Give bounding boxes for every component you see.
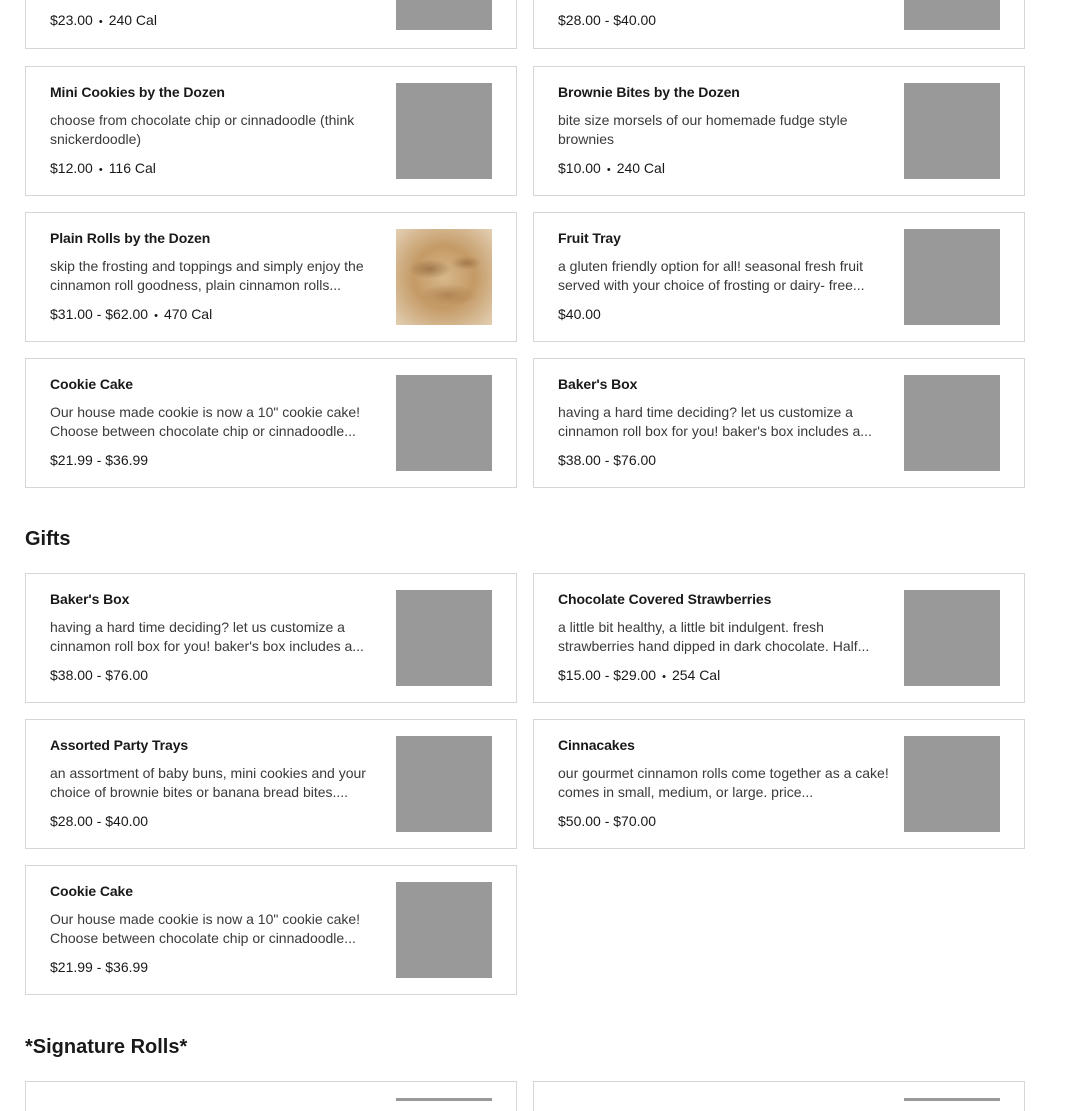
menu-item-photo bbox=[396, 229, 492, 325]
menu-item-price: $28.00 - $40.00 bbox=[558, 12, 657, 28]
menu-item-description: a gluten friendly option for all! seasonal fresh fruit served with your choice of frosting or dairy- free... bbox=[558, 258, 865, 293]
menu-item-price: $28.00 - $40.00 bbox=[50, 813, 149, 829]
menu-item-description: a little bit healthy, a little bit indulgent. fresh strawberries hand dipped in dark chocolate. Half... bbox=[558, 619, 870, 654]
menu-item-meta bbox=[558, 159, 665, 179]
menu-item-card[interactable] bbox=[25, 66, 517, 196]
menu-item-meta bbox=[50, 305, 212, 325]
menu-item-meta bbox=[50, 159, 156, 179]
bullet-separator: • bbox=[662, 671, 666, 683]
menu-item-image-placeholder bbox=[904, 736, 1000, 832]
menu-item-card[interactable] bbox=[25, 212, 517, 342]
menu-item-meta bbox=[50, 958, 148, 976]
menu-item-name: Cinnacakes bbox=[558, 737, 635, 753]
menu-item-name: Baker's Box bbox=[50, 591, 130, 607]
menu-item-meta bbox=[50, 451, 148, 469]
menu-item-card[interactable] bbox=[25, 719, 517, 849]
menu-item-name: Fruit Tray bbox=[558, 230, 621, 246]
menu-item-name: Baker's Box bbox=[558, 376, 638, 392]
menu-item-description: Our house made cookie is now a 10" cookie cake! Choose between chocolate chip or cinnadoodle... bbox=[50, 911, 361, 946]
menu-item-meta bbox=[50, 812, 148, 830]
menu-item-meta bbox=[558, 812, 656, 830]
menu-item-image-placeholder bbox=[396, 0, 492, 30]
menu-item-image-placeholder bbox=[396, 882, 492, 978]
menu-item-price: $12.00 bbox=[50, 160, 93, 176]
section-title-gifts: Gifts bbox=[25, 528, 71, 550]
menu-item-image-placeholder bbox=[396, 736, 492, 832]
menu-item-description: an assortment of baby buns, mini cookies and your choice of brownie bites or banana bread bites.... bbox=[50, 765, 366, 800]
menu-item-image-placeholder bbox=[396, 590, 492, 686]
menu-item-image-placeholder bbox=[396, 375, 492, 471]
menu-item-description: bite size morsels of our homemade fudge style brownies bbox=[558, 112, 848, 147]
menu-item-price: $23.00 bbox=[50, 12, 93, 28]
menu-item-image-placeholder bbox=[904, 375, 1000, 471]
menu-item-price: $38.00 - $76.00 bbox=[558, 452, 657, 468]
menu-item-card[interactable] bbox=[25, 0, 517, 49]
menu-item-card[interactable] bbox=[533, 66, 1025, 196]
menu-item-name: Plain Rolls by the Dozen bbox=[50, 230, 211, 246]
menu-item-card[interactable] bbox=[533, 358, 1025, 488]
menu-item-meta bbox=[558, 666, 720, 686]
menu-item-meta bbox=[558, 305, 601, 323]
bullet-separator: • bbox=[606, 164, 611, 176]
menu-item-price: $21.99 - $36.99 bbox=[50, 959, 149, 975]
menu-item-calories: 254 Cal bbox=[671, 667, 721, 683]
menu-item-description: skip the frosting and toppings and simply enjoy the cinnamon roll goodness, plain cinnamon rolls... bbox=[50, 258, 364, 293]
menu-item-image-placeholder bbox=[904, 83, 1000, 179]
menu-item-image-placeholder bbox=[904, 0, 1000, 30]
menu-item-image-placeholder bbox=[396, 83, 492, 179]
menu-item-card[interactable] bbox=[533, 212, 1025, 342]
menu-item-calories: 116 Cal bbox=[108, 160, 156, 176]
menu-item-card[interactable] bbox=[533, 573, 1025, 703]
bullet-separator: • bbox=[98, 164, 103, 176]
menu-item-card[interactable] bbox=[533, 1081, 1025, 1111]
menu-item-description: our gourmet cinnamon rolls come together as a cake! comes in small, medium, or large. price... bbox=[558, 765, 889, 800]
menu-item-card[interactable] bbox=[25, 1081, 517, 1111]
menu-item-price: $21.99 - $36.99 bbox=[50, 452, 149, 468]
menu-item-meta bbox=[558, 11, 656, 29]
bullet-separator: • bbox=[154, 310, 158, 322]
menu-item-price: $38.00 - $76.00 bbox=[50, 667, 149, 683]
bullet-separator: • bbox=[98, 16, 103, 28]
menu-item-card[interactable] bbox=[25, 865, 517, 995]
menu-item-name: Chocolate Covered Strawberries bbox=[558, 591, 772, 607]
menu-item-calories: 470 Cal bbox=[163, 306, 213, 322]
menu-item-meta bbox=[558, 451, 656, 469]
menu-item-description: having a hard time deciding? let us customize a cinnamon roll box for you! baker's box includes a... bbox=[558, 404, 872, 439]
menu-item-image-placeholder bbox=[904, 590, 1000, 686]
menu-item-name: Cookie Cake bbox=[50, 376, 133, 392]
menu-item-name: Cookie Cake bbox=[50, 883, 133, 899]
menu-item-name: Assorted Party Trays bbox=[50, 737, 189, 753]
menu-item-description: having a hard time deciding? let us customize a cinnamon roll box for you! baker's box includes a... bbox=[50, 619, 364, 654]
menu-item-price: $31.00 - $62.00 bbox=[50, 306, 149, 322]
menu-item-name: Brownie Bites by the Dozen bbox=[558, 84, 740, 100]
menu-item-price: $50.00 - $70.00 bbox=[558, 813, 657, 829]
menu-item-description: Our house made cookie is now a 10" cookie cake! Choose between chocolate chip or cinnadoodle... bbox=[50, 404, 361, 439]
menu-item-card[interactable] bbox=[25, 573, 517, 703]
menu-item-meta bbox=[50, 11, 157, 31]
menu-item-card[interactable] bbox=[25, 358, 517, 488]
menu-item-card[interactable] bbox=[533, 719, 1025, 849]
section-title-signature-rolls: *Signature Rolls* bbox=[25, 1036, 188, 1058]
menu-item-price: $40.00 bbox=[558, 306, 601, 322]
menu-item-description: choose from chocolate chip or cinnadoodle (think snickerdoodle) bbox=[50, 112, 355, 147]
menu-item-image-placeholder bbox=[904, 229, 1000, 325]
menu-item-calories: 240 Cal bbox=[108, 12, 157, 28]
menu-item-name: Mini Cookies by the Dozen bbox=[50, 84, 225, 100]
menu-item-meta bbox=[50, 666, 148, 684]
menu-item-calories: 240 Cal bbox=[616, 160, 665, 176]
menu-item-price: $10.00 bbox=[558, 160, 601, 176]
menu-item-price: $15.00 - $29.00 bbox=[558, 667, 657, 683]
menu-item-card[interactable] bbox=[533, 0, 1025, 49]
